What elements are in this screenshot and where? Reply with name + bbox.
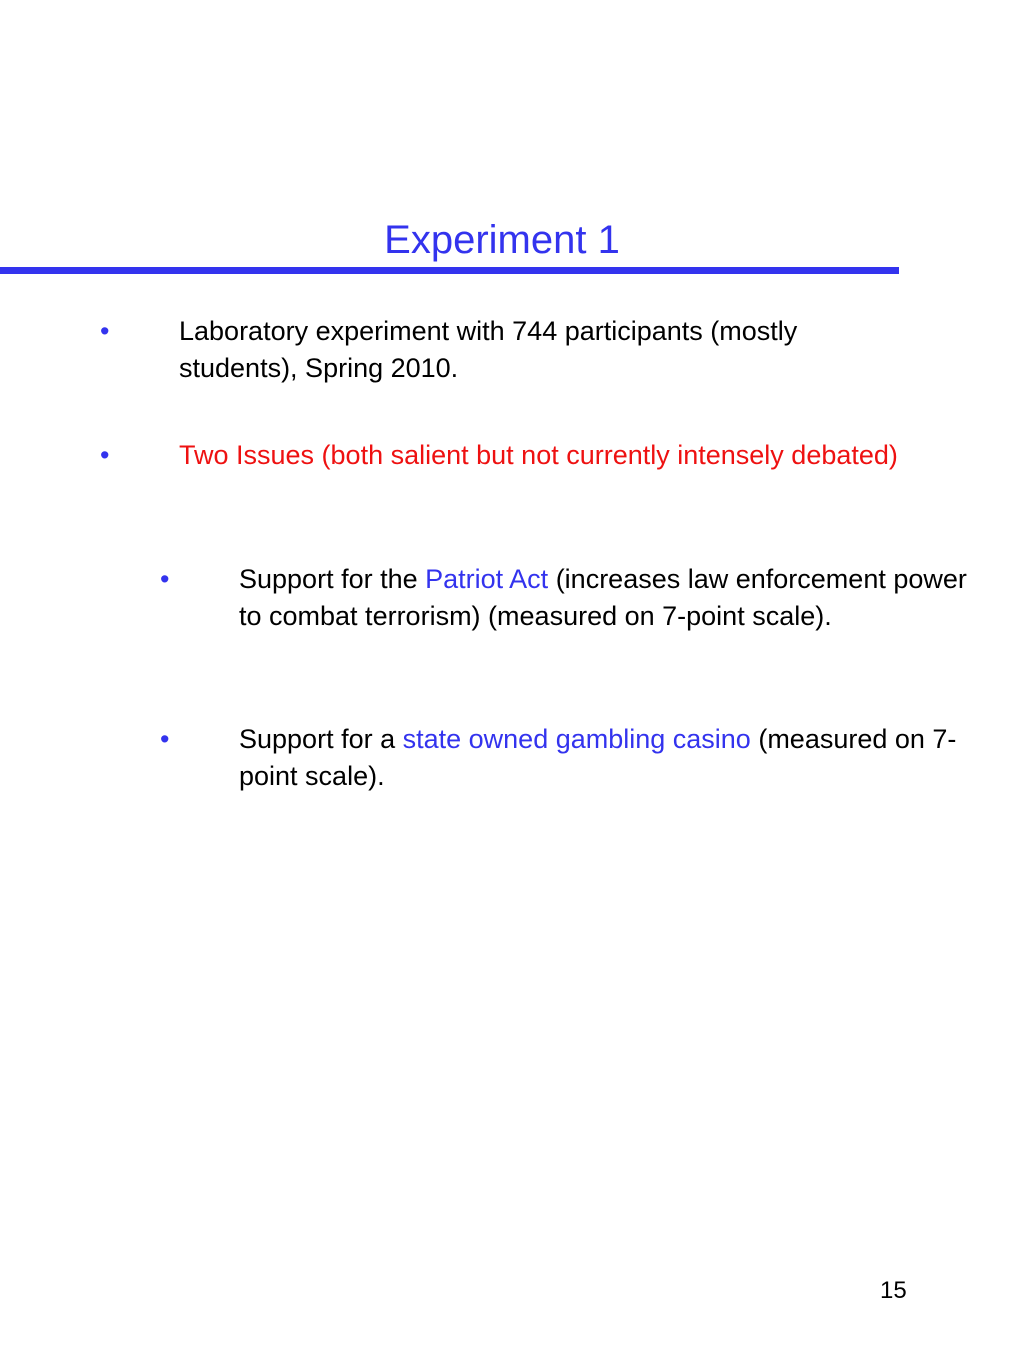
slide-title: Experiment 1 [384, 218, 620, 262]
bullet-item-two-issues [100, 437, 900, 517]
bullet-marker: • [100, 440, 110, 470]
bullet-item-laboratory-experiment [100, 313, 900, 393]
bullet-marker: • [160, 564, 170, 594]
bullet-text-after: (increases law enforcement power to combat terrorism) (measured on 7-point scale). [239, 564, 967, 631]
page-number: 15 [880, 1277, 907, 1304]
bullet-text: Laboratory experiment with 744 participants (mostly students), Spring 2010. [179, 316, 798, 383]
bullet-marker: • [100, 316, 110, 346]
bullet-text [239, 561, 979, 635]
bullet-text-after: (measured on 7-point scale). [239, 724, 957, 791]
sub-bullet-item-patriot-act [160, 561, 990, 681]
sub-bullet-item-gambling-casino [160, 721, 990, 801]
bullet-text-before: Support for a [239, 724, 403, 754]
highlight-patriot-act: Patriot Act [425, 564, 549, 594]
bullet-text: Two Issues (both salient but not currently intensely debated) [179, 440, 898, 470]
bullet-text [239, 721, 979, 795]
highlight-gambling-casino: state owned gambling casino [402, 724, 751, 754]
bullet-text-before: Support for the [239, 564, 426, 594]
bullet-marker: • [160, 724, 170, 754]
title-underline-rule [0, 267, 899, 274]
